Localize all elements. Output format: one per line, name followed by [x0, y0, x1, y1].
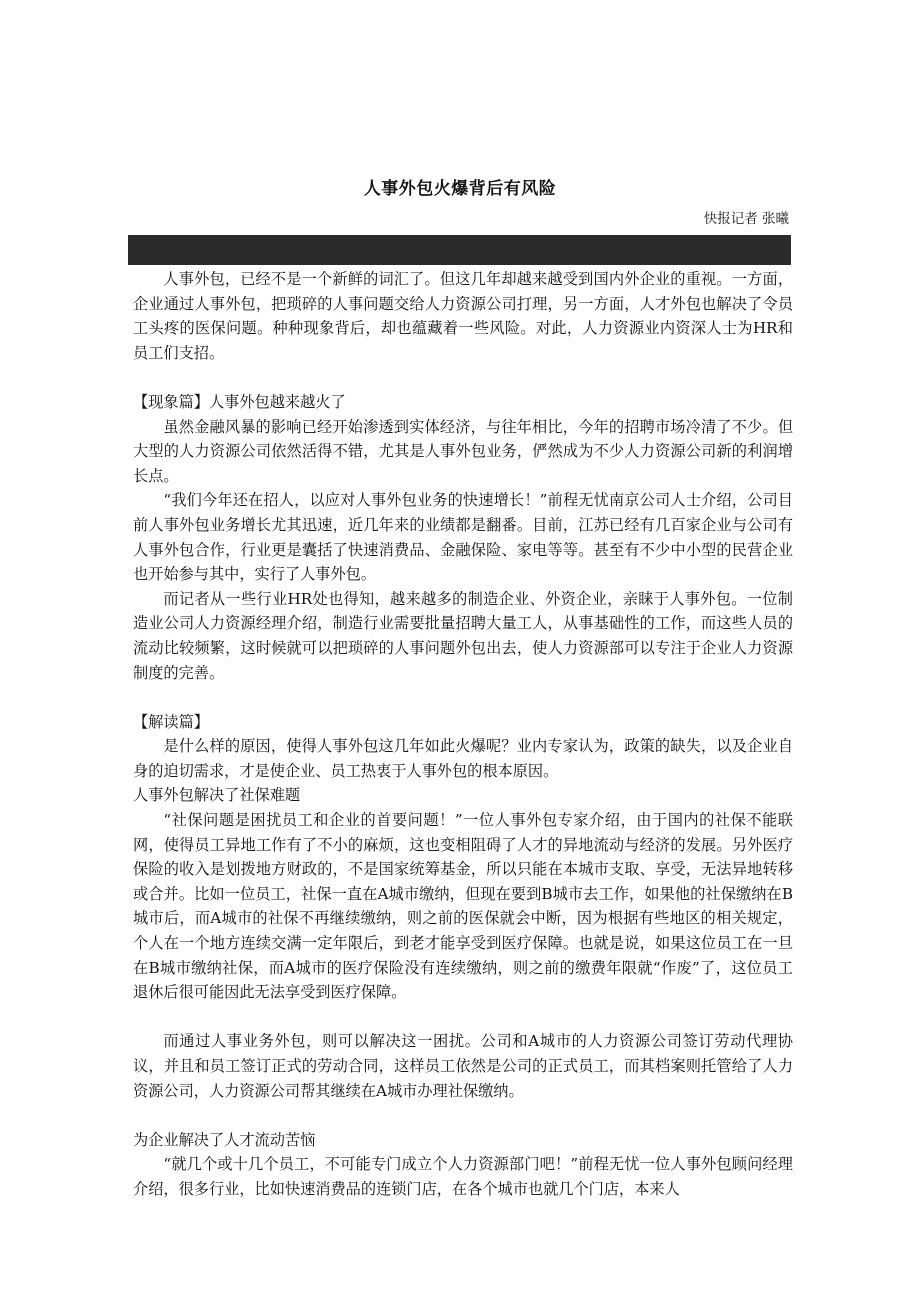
section-heading-interpretation: 【解读篇】	[133, 712, 209, 731]
article-title: 人事外包火爆背后有风险	[363, 179, 557, 199]
body-paragraph: “社保问题是困扰员工和企业的首要问题！”一位人事外包专家介绍，由于国内的社保不能联网，使得员工异地工作有了不小的麻烦，这也变相阻碍了人才的异地流动与经济的发展。另外医疗保险的收入是划拨地方财政的，不是国家统筹基金，所以只能在本城市支取、享受，无法异地转移或合并。比如一位员工，社保一直在A城市缴纳，但现在要到B城市去工作，如果他的社保缴纳在B城市后，而A城市的社保不再继续缴纳，则之前的医保就会中断，因为根据有些地区的相关规定，个人在一个地方连续交满一定年限后，到老才能享受到医疗保障。也就是说，如果这位员工在一旦在B城市缴纳社保，而A城市的医疗保险没有连续缴纳，则之前的缴费年限就“作废”了，这位员工退休后很可能因此无法享受到医疗保障。	[133, 811, 793, 1002]
header-banner	[128, 235, 791, 265]
section-heading-phenomenon: 【现象篇】人事外包越来越火了	[133, 392, 346, 411]
body-paragraph: 而通过人事业务外包，则可以解决这一困扰。公司和A城市的人力资源公司签订劳动代理协议，并且和员工签订正式的劳动合同，这样员工依然是公司的正式员工，而其档案则托管给了人力资源公司，人力资源公司帮其继续在A城市办理社保缴纳。	[133, 1032, 793, 1100]
intro-paragraph: 人事外包，已经不是一个新鲜的词汇了。但这几年却越来越受到国内外企业的重视。一方面，企业通过人事外包，把琐碎的人事问题交给人力资源公司打理，另一方面，人才外包也解决了令员工头疼的医保问题。种种现象背后，却也蕴藏着一些风险。对此，人力资源业内资深人士为HR和员工们支招。	[133, 270, 793, 362]
subheading-talent-mobility: 为企业解决了人才流动苦恼	[133, 1130, 316, 1149]
spacer	[133, 685, 793, 710]
article-byline: 快报记者 张曦	[703, 211, 789, 227]
subheading-social-security: 人事外包解决了社保难题	[133, 786, 301, 805]
body-paragraph: 虽然金融风暴的影响已经开始渗透到实体经济，与往年相比，今年的招聘市场冷清了不少。但大型的人力资源公司依然活得不错，尤其是人事外包业务，俨然成为不少人力资源公司新的利润增长点。	[133, 417, 793, 485]
spacer	[133, 1103, 793, 1128]
spacer	[133, 1005, 793, 1030]
body-paragraph: 而记者从一些行业HR处也得知，越来越多的制造企业、外资企业，亲睐于人事外包。一位制造业公司人力资源经理介绍，制造行业需要批量招聘大量工人，从事基础性的工作，而这些人员的流动比较频繁，这时候就可以把琐碎的人事问题外包出去，使人力资源部可以专注于企业人力资源制度的完善。	[133, 589, 793, 682]
body-paragraph: 是什么样的原因，使得人事外包这几年如此火爆呢？业内专家认为，政策的缺失，以及企业自身的迫切需求，才是使企业、员工热衷于人事外包的根本原因。	[133, 737, 793, 780]
body-paragraph: “就几个或十几个员工，不可能专门成立个人力资源部门吧！”前程无忧一位人事外包顾问经理介绍，很多行业，比如快速消费品的连锁门店，在各个城市也就几个门店，本来人	[133, 1155, 793, 1198]
article-body	[133, 267, 793, 1202]
body-paragraph: “我们今年还在招人，以应对人事外包业务的快速增长！”前程无忧南京公司人士介绍，公司目前人事外包业务增长尤其迅速，近几年来的业绩都是翻番。目前，江苏已经有几百家企业与公司有人事外包合作，行业更是囊括了快速消费品、金融保险、家电等等。甚至有不少中小型的民营企业也开始参与其中，实行了人事外包。	[133, 491, 793, 584]
spacer	[133, 365, 793, 390]
